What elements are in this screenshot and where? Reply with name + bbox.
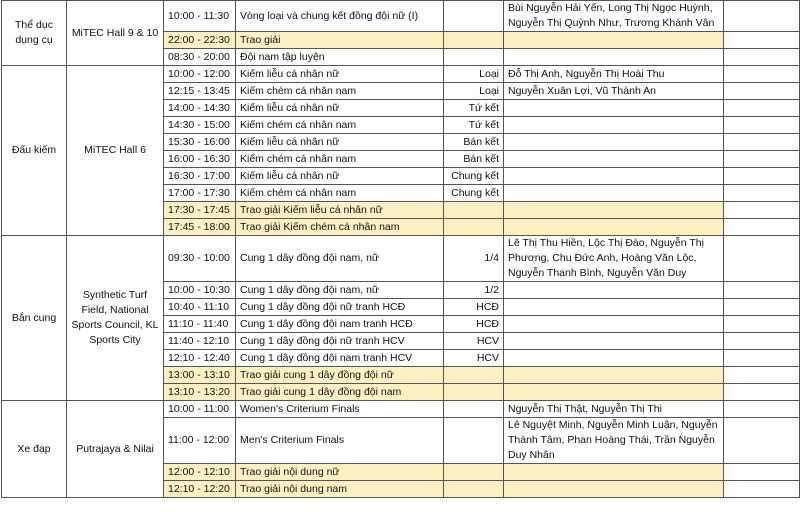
venue-cell: Putrajaya & Nilai [67,401,164,498]
round-cell [444,32,504,49]
empty-cell [724,299,800,316]
event-cell: Trao giải [236,32,444,49]
empty-cell [724,350,800,367]
time-cell: 10:00 - 10:30 [164,282,236,299]
time-cell: 10:00 - 11:00 [164,401,236,418]
empty-cell [724,481,800,498]
round-cell: Chung kết [444,185,504,202]
event-cell: Cung 1 dây đồng đội nam tranh HCĐ [236,316,444,333]
event-cell: Đội nam tập luyện [236,49,444,66]
athletes-cell [504,481,724,498]
time-cell: 11:00 - 12:00 [164,418,236,464]
empty-cell [724,1,800,32]
empty-cell [724,49,800,66]
round-cell: HCĐ [444,316,504,333]
round-cell: Loại [444,83,504,100]
empty-cell [724,83,800,100]
event-cell: Vòng loại và chung kết đồng đội nữ (I) [236,1,444,32]
empty-cell [724,418,800,464]
athletes-cell [504,350,724,367]
empty-cell [724,282,800,299]
round-cell: Tứ kết [444,117,504,134]
athletes-cell [504,100,724,117]
empty-cell [724,316,800,333]
athletes-cell: Nguyễn Xuân Lợi, Vũ Thành An [504,83,724,100]
event-cell: Trao giải nội dung nam [236,481,444,498]
round-cell: Loại [444,66,504,83]
time-cell: 10:00 - 12:00 [164,66,236,83]
athletes-cell: Lê Thị Thu Hiền, Lộc Thị Đào, Nguyễn Thị Phương, Chu Đức Anh, Hoàng Văn Lộc, Nguyễn Thanh Bình, Nguyễn Văn Duy [504,236,724,282]
time-cell: 14:00 - 14:30 [164,100,236,117]
time-cell: 08:30 - 20:00 [164,49,236,66]
event-cell: Women's Criterium Finals [236,401,444,418]
round-cell [444,384,504,401]
empty-cell [724,66,800,83]
athletes-cell [504,316,724,333]
event-cell: Kiếm liễu cá nhân nữ [236,134,444,151]
schedule-row [2,401,800,418]
empty-cell [724,185,800,202]
athletes-cell: Bùi Nguyễn Hải Yến, Long Thị Ngọc Huỳnh, Nguyễn Thị Quỳnh Như, Trương Khánh Vân [504,1,724,32]
event-cell: Trao giải Kiếm liễu cá nhân nữ [236,202,444,219]
time-cell: 10:00 - 11:30 [164,1,236,32]
empty-cell [724,100,800,117]
event-cell: Cung 1 dây đồng đội nữ tranh HCĐ [236,299,444,316]
athletes-cell [504,117,724,134]
empty-cell [724,202,800,219]
venue-cell: MiTEC Hall 9 & 10 [67,1,164,66]
schedule-row [2,1,800,32]
round-cell [444,401,504,418]
empty-cell [724,219,800,236]
time-cell: 13:10 - 13:20 [164,384,236,401]
venue-cell: MiTEC Hall 6 [67,66,164,236]
empty-cell [724,151,800,168]
athletes-cell [504,464,724,481]
round-cell [444,219,504,236]
athletes-cell: Đỗ Thị Anh, Nguyễn Thị Hoài Thu [504,66,724,83]
event-cell: Kiếm liễu cá nhân nữ [236,66,444,83]
event-cell: Trao giải cung 1 dây đồng đội nữ [236,367,444,384]
round-cell: Chung kết [444,168,504,185]
athletes-cell [504,282,724,299]
sport-cell: Bắn cung [2,236,67,401]
event-cell: Trao giải Kiếm chém cá nhân nam [236,219,444,236]
event-cell: Kiếm liễu cá nhân nữ [236,168,444,185]
round-cell [444,464,504,481]
time-cell: 11:10 - 11:40 [164,316,236,333]
time-cell: 17:45 - 18:00 [164,219,236,236]
event-cell: Cung 1 dây đồng đội nữ tranh HCV [236,333,444,350]
empty-cell [724,236,800,282]
event-cell: Kiếm chém cá nhân nam [236,185,444,202]
time-cell: 12:00 - 12:10 [164,464,236,481]
empty-cell [724,464,800,481]
round-cell: 1/2 [444,282,504,299]
round-cell: HCV [444,350,504,367]
athletes-cell: Lê Nguyệt Minh, Nguyễn Minh Luận, Nguyễn Thành Tâm, Phan Hoàng Thái, Trần Nguyễn Duy Nhân [504,418,724,464]
athletes-cell [504,185,724,202]
time-cell: 12:10 - 12:40 [164,350,236,367]
round-cell [444,418,504,464]
round-cell [444,202,504,219]
round-cell: Bán kết [444,134,504,151]
empty-cell [724,168,800,185]
athletes-cell: Nguyễn Thị Thật, Nguyễn Thị Thi [504,401,724,418]
time-cell: 17:00 - 17:30 [164,185,236,202]
time-cell: 16:00 - 16:30 [164,151,236,168]
sport-cell: Xe đạp [2,401,67,498]
empty-cell [724,384,800,401]
venue-cell: Synthetic Turf Field, National Sports Council, KL Sports City [67,236,164,401]
event-cell: Kiếm liễu cá nhân nữ [236,100,444,117]
empty-cell [724,134,800,151]
athletes-cell [504,32,724,49]
time-cell: 14:30 - 15:00 [164,117,236,134]
empty-cell [724,32,800,49]
time-cell: 17:30 - 17:45 [164,202,236,219]
schedule-row [2,66,800,83]
athletes-cell [504,202,724,219]
athletes-cell [504,151,724,168]
round-cell [444,1,504,32]
empty-cell [724,117,800,134]
time-cell: 12:10 - 12:20 [164,481,236,498]
round-cell [444,49,504,66]
empty-cell [724,367,800,384]
athletes-cell [504,384,724,401]
event-cell: Kiếm chém cá nhân nam [236,151,444,168]
round-cell: HCV [444,333,504,350]
schedule-table [1,0,800,498]
sport-cell: Đấu kiếm [2,66,67,236]
empty-cell [724,401,800,418]
athletes-cell [504,219,724,236]
time-cell: 16:30 - 17:00 [164,168,236,185]
sport-cell: Thể dục dụng cụ [2,1,67,66]
event-cell: Trao giải nội dung nữ [236,464,444,481]
round-cell [444,481,504,498]
athletes-cell [504,134,724,151]
time-cell: 15:30 - 16:00 [164,134,236,151]
round-cell: 1/4 [444,236,504,282]
round-cell: Tứ kết [444,100,504,117]
event-cell: Cung 1 dây đồng đội nam, nữ [236,236,444,282]
time-cell: 12:15 - 13:45 [164,83,236,100]
time-cell: 22:00 - 22:30 [164,32,236,49]
round-cell: Bán kết [444,151,504,168]
time-cell: 11:40 - 12:10 [164,333,236,350]
schedule-row [2,236,800,282]
empty-cell [724,333,800,350]
athletes-cell [504,333,724,350]
event-cell: Cung 1 dây đồng đội nam tranh HCV [236,350,444,367]
event-cell: Trao giải cung 1 dây đồng đội nam [236,384,444,401]
event-cell: Cung 1 dây đồng đội nam, nữ [236,282,444,299]
athletes-cell [504,168,724,185]
athletes-cell [504,49,724,66]
athletes-cell [504,367,724,384]
athletes-cell [504,299,724,316]
round-cell: HCĐ [444,299,504,316]
time-cell: 13:00 - 13:10 [164,367,236,384]
time-cell: 09:30 - 10:00 [164,236,236,282]
event-cell: Men's Criterium Finals [236,418,444,464]
event-cell: Kiếm chém cá nhân nam [236,117,444,134]
event-cell: Kiếm chém cá nhân nam [236,83,444,100]
round-cell [444,367,504,384]
time-cell: 10:40 - 11:10 [164,299,236,316]
